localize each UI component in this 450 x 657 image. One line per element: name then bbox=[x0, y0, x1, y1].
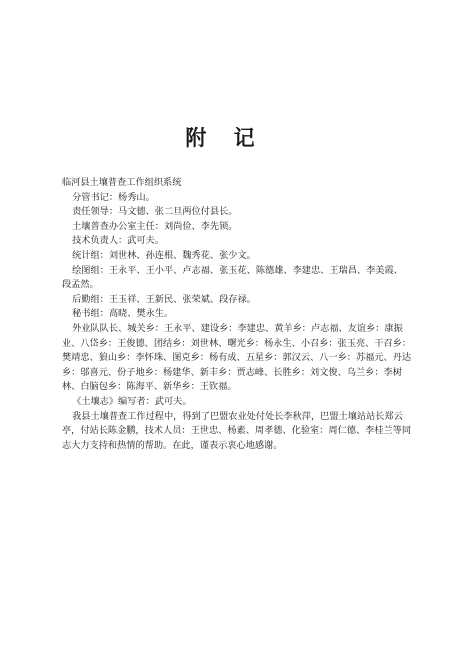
field-team-paragraph: 外业队队长、城关乡：王永平、建设乡：李建忠、黄羊乡：卢志福、友谊乡：康振业、八岱乡：王俊德、团结乡：刘世林、曙光乡：杨永生、小召乡：张玉亮、干召乡：樊靖忠、狼山乡：李怀珠、图克乡：杨有成、五星乡：郭汉云、八一乡：苏福元、丹达乡：邬喜元、份子地乡：杨建华、新丰乡：贾志峰、长胜乡：刘文俊、乌兰乡：李树林、白脑包乡：陈海平、新华乡：王钦福。 bbox=[62, 322, 412, 393]
secretary-group-line: 秘书组：高晓、樊永生。 bbox=[72, 308, 174, 320]
author-line: 《土壤志》编写者：武可夫。 bbox=[72, 395, 192, 407]
office-director-line: 土壤普查办公室主任：刘尚俭、李先锁。 bbox=[72, 220, 238, 232]
acknowledgement-paragraph: 我县土壤普查工作过程中，得到了巴盟农业处付处长李秋萍，巴盟土壤站站长郑云亭，付站长陈金鹏，技术人员：王世忠、杨素、周孝德、化验室：周仁德、李桂兰等同志大力支持和热情的帮助。在此，谨表示衷心地感谢。 bbox=[62, 410, 412, 451]
document-body bbox=[62, 176, 412, 453]
leader-line: 责任领导：马文德、张二旦两位付县长。 bbox=[72, 206, 238, 218]
tech-lead-line: 技术负责人：武可夫。 bbox=[72, 235, 164, 247]
logistics-group-line: 后勤组：王玉祥、王新民、张荣斌、段存禄。 bbox=[72, 293, 256, 305]
secretary-line: 分管书记：杨秀山。 bbox=[72, 191, 155, 203]
page-title: 附 记 bbox=[185, 125, 265, 150]
drawing-group-line: 绘图组：王永平、王小平、卢志福、张玉花、陈德雄、李建忠、王瑞昌、李美霞、段孟然。 bbox=[62, 264, 403, 291]
statistics-group-line: 统计组：刘世林、孙连根、魏秀花、张少文。 bbox=[72, 249, 256, 261]
org-system-heading: 临河县土壤普查工作组织系统 bbox=[62, 177, 182, 188]
